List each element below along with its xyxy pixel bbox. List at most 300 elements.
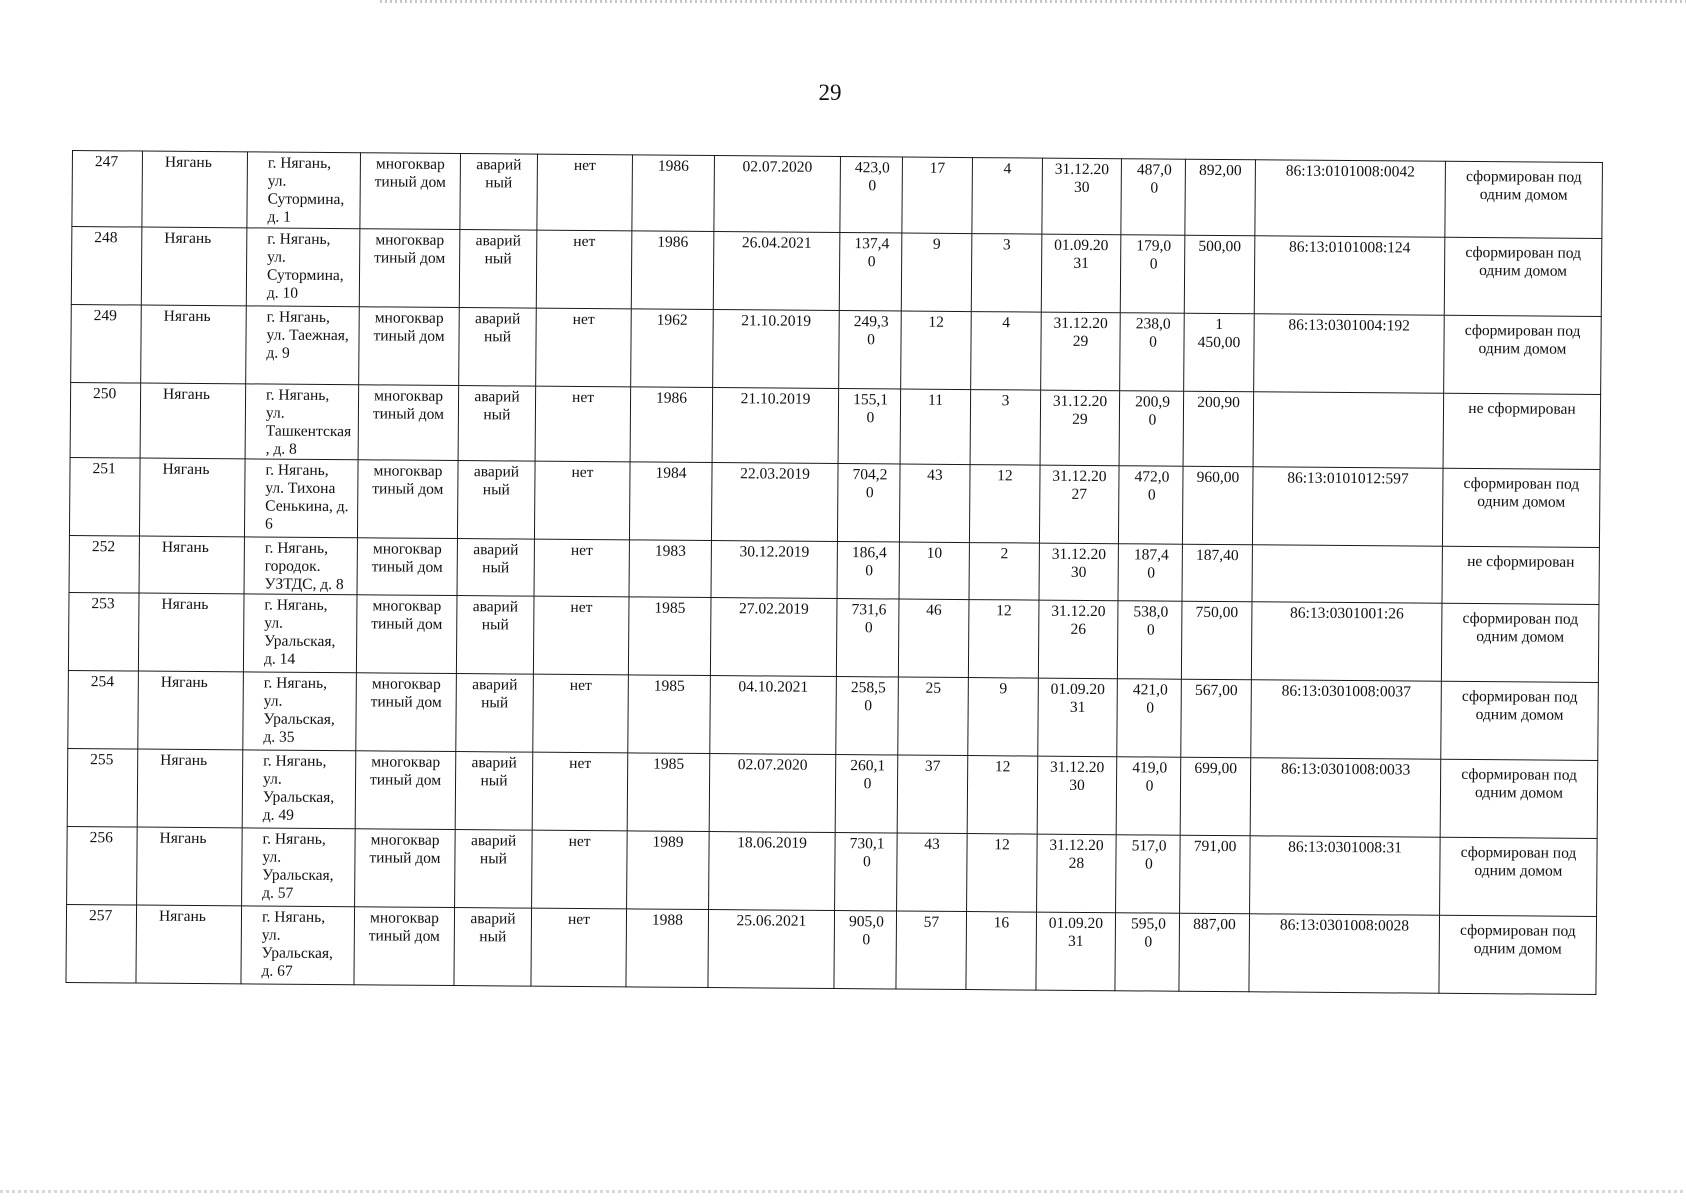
cell-deadline-line: 29 — [1072, 332, 1089, 350]
cell-building-type-line: многоквар — [369, 909, 439, 927]
cell-condition-line: ный — [480, 772, 508, 790]
cell-land-line: 887,00 — [1193, 915, 1236, 934]
cell-address-line: г. Нягань, — [263, 752, 327, 771]
cell-city-text: Нягань — [164, 229, 212, 248]
cell-city-text: Нягань — [159, 829, 207, 848]
cell-year — [631, 309, 714, 388]
cell-deadline — [1039, 543, 1118, 601]
cell-building-type — [359, 229, 460, 308]
cell-year-text: 1989 — [652, 833, 684, 851]
cell-land-status-text: сформирован под одним домом — [1461, 765, 1578, 802]
cell-city — [139, 458, 245, 537]
cell-number — [67, 748, 138, 827]
cell-building-type-line: тиный дом — [369, 771, 442, 789]
cell-condition-line: аварий — [472, 598, 519, 616]
cell-number — [69, 457, 140, 536]
cell-number — [66, 904, 137, 983]
table-row — [68, 670, 1599, 760]
cell-date — [710, 598, 837, 677]
cell-area-2-line: 0 — [1145, 777, 1154, 795]
cell-residents — [902, 157, 973, 234]
cell-cadastral-number — [1250, 758, 1441, 837]
cell-year — [630, 387, 713, 463]
cell-condition-line: аварий — [471, 754, 517, 772]
cell-condition-line: аварий — [473, 541, 519, 559]
cell-residents-text: 11 — [928, 391, 944, 409]
cell-residents-text: 10 — [926, 544, 943, 562]
table-row — [71, 304, 1602, 394]
cell-building-type — [356, 673, 457, 752]
cell-area-line: 249,3 — [853, 313, 889, 331]
cell-area — [836, 677, 899, 755]
cell-area-2-line: 187,4 — [1133, 546, 1169, 564]
cell-area-2 — [1116, 835, 1181, 914]
cell-cadastral-number — [1249, 914, 1440, 993]
cell-area-line: 730,1 — [849, 835, 885, 853]
cell-date — [712, 388, 839, 464]
cell-land-status — [1442, 546, 1599, 604]
cell-rooms — [972, 158, 1043, 235]
cell-area-line: 0 — [864, 697, 873, 715]
cell-deadline-line: 26 — [1070, 620, 1087, 638]
cell-number-text: 256 — [89, 829, 113, 847]
cell-address-line: Уральская, — [262, 788, 335, 807]
cell-building-type-line: многоквар — [372, 597, 442, 615]
cell-deadline — [1037, 834, 1117, 913]
cell-residents-text: 25 — [925, 679, 942, 697]
cell-address — [244, 537, 357, 595]
cell-area-2-line: 517,0 — [1131, 837, 1167, 855]
cell-residents-text: 43 — [924, 835, 940, 853]
table-row — [68, 592, 1599, 682]
cell-residents-text: 9 — [932, 235, 941, 253]
cell-area-2-line: 238,0 — [1135, 315, 1171, 333]
cell-address-line: д. 10 — [266, 284, 299, 302]
cell-area-line: 0 — [862, 853, 871, 871]
cell-cadastral-number-text: 86:13:0301001:26 — [1289, 604, 1404, 623]
cell-number-text: 255 — [90, 751, 114, 769]
cell-land — [1180, 835, 1251, 914]
cell-address-line: ул. — [267, 248, 286, 266]
cell-number — [69, 535, 139, 593]
cell-flag — [531, 908, 627, 987]
cell-building-type — [359, 307, 460, 386]
cell-building-type-line: тиный дом — [373, 327, 445, 345]
cell-condition-line: аварий — [473, 463, 520, 481]
cell-deadline — [1039, 465, 1119, 544]
cell-number — [71, 227, 142, 306]
cell-year-text: 1988 — [651, 911, 684, 929]
cell-deadline — [1036, 912, 1116, 991]
cell-date-text: 02.07.2020 — [737, 756, 808, 774]
cell-land-status — [1439, 915, 1597, 994]
cell-area-2-line: 595,0 — [1130, 915, 1166, 933]
cell-area-2 — [1117, 679, 1182, 758]
cell-residents — [897, 833, 968, 912]
cell-area-line: 731,6 — [851, 601, 887, 619]
cell-area-2-line: 0 — [1150, 179, 1159, 197]
cell-number-text: 253 — [91, 595, 115, 613]
cell-rooms — [967, 834, 1038, 913]
cell-number — [67, 826, 138, 905]
cell-land-line: 791,00 — [1193, 837, 1237, 856]
cell-building-type-line: тиный дом — [374, 249, 446, 267]
cell-cadastral-number-text: 86:13:0101012:597 — [1287, 469, 1409, 488]
cell-building-type-line: тиный дом — [372, 480, 444, 498]
cell-condition — [460, 154, 538, 231]
cell-city — [142, 151, 248, 228]
cell-deadline-line: 01.09.20 — [1050, 680, 1105, 699]
cell-deadline — [1038, 678, 1118, 757]
cell-flag — [533, 674, 629, 753]
cell-date-text: 04.10.2021 — [738, 678, 809, 696]
cell-land — [1181, 601, 1252, 680]
cell-date — [714, 156, 841, 233]
cell-address — [243, 672, 357, 751]
cell-area-2 — [1117, 601, 1182, 680]
cell-cadastral-number-text: 86:13:0301004:192 — [1288, 316, 1410, 335]
cell-land — [1185, 159, 1256, 236]
cell-address-line: УЗТДС, д. 8 — [264, 575, 344, 594]
cell-deadline-line: 27 — [1071, 485, 1088, 503]
cell-residents-text: 43 — [927, 466, 943, 484]
cell-year — [627, 753, 710, 832]
cell-rooms-text: 12 — [996, 602, 1012, 620]
cell-condition-line: аварий — [472, 676, 518, 694]
cell-land-line: 500,00 — [1198, 237, 1242, 256]
cell-address — [242, 828, 356, 907]
cell-area-2-line: 0 — [1144, 855, 1153, 873]
cell-deadline-line: 31 — [1069, 698, 1086, 716]
cell-area — [837, 542, 899, 599]
cell-cadastral-number — [1252, 545, 1442, 603]
cell-rooms-text: 3 — [1001, 392, 1010, 410]
cell-date — [713, 310, 840, 389]
cell-address-line: ул. — [265, 404, 285, 422]
cell-year-text: 1986 — [656, 389, 688, 407]
cell-condition-line: ный — [483, 406, 511, 424]
cell-condition-line: аварий — [470, 832, 517, 850]
cell-cadastral-number — [1253, 392, 1444, 468]
cell-land-line: 450,00 — [1197, 333, 1241, 352]
cell-year — [631, 231, 714, 310]
cell-rooms-text: 3 — [1002, 236, 1011, 254]
cell-date — [709, 832, 836, 911]
cell-cadastral-number-text: 86:13:0101008:0042 — [1285, 162, 1416, 181]
cell-area-line: 137,4 — [854, 235, 890, 253]
cell-city-text: Нягань — [162, 460, 210, 479]
cell-residents — [901, 233, 972, 312]
cell-condition — [455, 830, 533, 909]
cell-rooms — [968, 600, 1039, 679]
cell-rooms-text: 12 — [994, 758, 1011, 776]
cell-land-line: 960,00 — [1196, 468, 1240, 487]
cell-city — [138, 671, 244, 750]
cell-city — [136, 905, 242, 984]
cell-building-type-line: тиный дом — [371, 558, 443, 576]
cell-number-text: 248 — [94, 229, 118, 247]
cell-land — [1180, 757, 1251, 836]
cell-city — [138, 593, 244, 672]
cell-address-line: Уральская, — [261, 944, 334, 963]
cell-area-2-line: 179,0 — [1136, 237, 1172, 255]
cell-land-line: 200,90 — [1197, 393, 1240, 412]
cell-building-type-line: тиный дом — [368, 927, 440, 945]
cell-condition — [457, 461, 535, 540]
cell-building-type-line: многоквар — [375, 155, 445, 173]
cell-building-type-line: тиный дом — [371, 615, 443, 633]
cell-address-line: д. 67 — [261, 962, 293, 980]
cell-address-line: городок. — [264, 557, 321, 575]
cell-building-type-line: многоквар — [374, 309, 444, 327]
cell-date — [709, 754, 836, 833]
cell-area-2 — [1121, 159, 1186, 236]
cell-land-status-text: не сформирован — [1468, 399, 1576, 418]
cell-deadline-line: 30 — [1070, 563, 1087, 581]
cell-area — [835, 833, 898, 911]
cell-year-text: 1962 — [656, 311, 688, 329]
cell-land-status — [1442, 468, 1600, 547]
cell-year-text: 1984 — [655, 464, 687, 482]
cell-residents — [896, 911, 967, 990]
cell-address-line: г. Нягань, — [264, 596, 328, 615]
cell-area-2-line: 0 — [1144, 933, 1153, 951]
cell-address-line: г. Нягань, — [263, 674, 328, 693]
cell-number — [72, 151, 143, 228]
cell-land — [1184, 313, 1255, 392]
cell-flag-text: нет — [567, 910, 591, 929]
cell-flag — [536, 230, 632, 309]
cell-land-status — [1444, 315, 1602, 394]
cell-area-2-line: 0 — [1147, 486, 1156, 504]
cell-number-text: 251 — [92, 460, 116, 478]
cell-deadline — [1037, 756, 1117, 835]
cell-rooms-text: 4 — [1003, 160, 1012, 178]
cell-year — [629, 462, 712, 541]
cell-area-2 — [1118, 544, 1182, 602]
cell-address-line: Уральская, — [262, 866, 334, 885]
cell-land-status — [1441, 603, 1599, 682]
cell-flag-text: нет — [573, 232, 596, 251]
cell-date-text: 27.02.2019 — [738, 600, 809, 618]
cell-address-line: , д. 8 — [265, 440, 297, 458]
cell-year-text: 1985 — [653, 677, 685, 695]
cell-building-type — [357, 538, 457, 596]
cell-area-line: 0 — [865, 484, 874, 502]
cell-condition — [459, 230, 537, 309]
cell-flag — [537, 154, 633, 231]
cell-area-line: 905,0 — [848, 913, 884, 931]
cell-condition — [457, 539, 534, 597]
cell-deadline-line: 30 — [1073, 178, 1090, 196]
cell-area-line: 155,1 — [853, 391, 889, 409]
cell-address-line: д. 35 — [263, 728, 295, 746]
table-body — [66, 151, 1602, 995]
cell-area-2 — [1118, 466, 1183, 545]
cell-city — [141, 305, 247, 384]
cell-address-line: Сутормина, — [267, 190, 345, 209]
cell-condition-line: аварий — [475, 232, 521, 250]
cell-area-2 — [1115, 913, 1180, 992]
cell-year — [632, 155, 715, 232]
cell-flag-text: нет — [569, 676, 592, 695]
cell-condition — [455, 752, 533, 831]
cell-cadastral-number — [1255, 160, 1446, 237]
cell-date-text: 25.06.2021 — [736, 912, 807, 930]
cell-flag — [532, 830, 628, 909]
table-row — [72, 151, 1603, 239]
cell-residents-text: 37 — [924, 757, 941, 775]
cell-deadline-line: 31.12.20 — [1052, 392, 1108, 411]
cell-land-status — [1440, 837, 1598, 916]
cell-area — [835, 755, 898, 833]
cell-area-2-line: 0 — [1149, 333, 1157, 351]
cell-area-line: 0 — [866, 409, 875, 427]
cell-deadline — [1041, 234, 1121, 313]
table-row — [69, 457, 1600, 547]
cell-city-text: Нягань — [164, 153, 212, 172]
cell-area-line: 260,1 — [850, 757, 886, 775]
cell-address-line: г. Нягань, — [265, 461, 329, 480]
cell-area — [834, 911, 897, 989]
cell-deadline — [1042, 158, 1122, 235]
cell-land-status-text: сформирован под одним домом — [1460, 921, 1576, 958]
cell-deadline-line: 31.12.20 — [1051, 602, 1106, 621]
cell-cadastral-number — [1250, 836, 1441, 915]
cell-flag-text: нет — [568, 832, 591, 851]
cell-address-line: Ташкентская — [265, 422, 352, 441]
cell-building-type — [358, 385, 459, 461]
cell-building-type-line: многоквар — [372, 540, 442, 558]
cell-condition — [459, 308, 537, 387]
cell-cadastral-number — [1252, 467, 1443, 546]
cell-condition-line: ный — [483, 328, 512, 346]
cell-address-line: ул. — [264, 614, 284, 632]
cell-deadline-line: 29 — [1072, 410, 1088, 428]
cell-address-line: Уральская, — [263, 710, 335, 729]
cell-date — [711, 463, 838, 542]
cell-city — [139, 536, 244, 594]
cell-number-text: 257 — [88, 907, 113, 925]
cell-address — [247, 152, 361, 229]
cell-area — [840, 157, 903, 233]
cell-city-text: Нягань — [161, 538, 209, 557]
cell-year-text: 1985 — [653, 755, 685, 773]
cell-area-2-line: 538,0 — [1133, 603, 1169, 621]
cell-address-line: г. Нягань, — [266, 386, 330, 405]
cell-date — [713, 232, 840, 311]
cell-rooms — [969, 543, 1039, 601]
cell-building-type-line: многоквар — [371, 753, 441, 771]
cell-city — [140, 383, 246, 459]
cell-area-line: 704,2 — [852, 466, 888, 484]
cell-area-line: 0 — [863, 775, 872, 793]
cell-land — [1181, 679, 1252, 758]
cell-condition-line: аварий — [470, 910, 516, 928]
cell-rooms — [970, 390, 1041, 466]
cell-address — [246, 228, 360, 307]
cell-area-line: 0 — [868, 177, 877, 195]
cell-number-text: 250 — [93, 385, 117, 403]
cell-number-text: 249 — [93, 307, 118, 325]
cell-address — [242, 750, 356, 829]
cell-rooms-text: 2 — [1000, 545, 1009, 563]
cell-rooms — [967, 756, 1038, 835]
cell-area-line: 0 — [864, 619, 873, 637]
cell-deadline-line: 28 — [1068, 854, 1085, 872]
cell-residents — [901, 311, 972, 390]
cell-flag-text: нет — [572, 310, 595, 329]
cell-rooms-text: 12 — [994, 836, 1010, 854]
cell-residents — [898, 677, 969, 756]
cell-flag-text: нет — [571, 463, 594, 482]
cell-condition — [454, 908, 532, 987]
cell-condition-line: аварий — [474, 388, 520, 406]
cell-number-text: 247 — [94, 153, 119, 171]
table-row — [67, 826, 1598, 916]
cell-rooms-text: 16 — [993, 914, 1010, 932]
cell-year — [626, 909, 709, 988]
cell-condition-line: ный — [479, 850, 508, 868]
cell-area-line: 0 — [867, 331, 875, 349]
cell-land-line: 1 — [1215, 315, 1224, 334]
cell-land — [1182, 544, 1252, 602]
cell-area-2 — [1119, 391, 1184, 467]
cell-rooms-text: 12 — [997, 467, 1013, 485]
cell-deadline-line: 31.12.20 — [1054, 160, 1110, 179]
cell-address-line: г. Нягань, — [267, 154, 332, 173]
cell-address-line: ул. — [262, 770, 282, 788]
cell-date — [710, 676, 837, 755]
cell-area-2-line: 0 — [1147, 564, 1156, 582]
cell-land-status — [1443, 393, 1601, 469]
cell-building-type — [360, 153, 461, 230]
cell-address-line: ул. — [267, 172, 287, 190]
cell-condition-line: ный — [482, 481, 510, 499]
cell-rooms — [968, 678, 1039, 757]
cell-address-line: г. Нягань, — [262, 830, 326, 849]
cell-cadastral-number-text: 86:13:0301008:0028 — [1279, 916, 1410, 935]
cell-address-line: 6 — [265, 515, 273, 533]
cell-residents — [897, 755, 968, 834]
cell-area-line: 0 — [867, 253, 876, 271]
cell-year-text: 1986 — [657, 233, 689, 251]
cell-flag — [536, 308, 632, 387]
cell-area-2 — [1120, 313, 1185, 392]
cell-date-text: 21.10.2019 — [741, 312, 812, 330]
cell-address-line: г. Нягань, — [266, 308, 330, 327]
cell-deadline-line: 31 — [1073, 254, 1089, 272]
cell-city-text: Нягань — [160, 673, 208, 692]
cell-cadastral-number-text: 86:13:0101008:124 — [1288, 238, 1411, 257]
cell-cadastral-number-text: 86:13:0301008:0037 — [1281, 682, 1411, 701]
cell-number-text: 254 — [90, 673, 115, 691]
cell-flag — [534, 539, 629, 597]
cell-building-type-line: тиный дом — [370, 693, 442, 711]
cell-area-2 — [1120, 235, 1185, 314]
cell-area-line: 0 — [865, 562, 874, 580]
cell-building-type — [356, 595, 457, 674]
cell-address — [245, 384, 359, 460]
cell-address-line: ул. — [263, 692, 283, 710]
cell-address-line: Уральская, — [264, 632, 336, 651]
cell-residents-text: 57 — [923, 913, 940, 931]
cell-address — [244, 459, 358, 538]
cell-condition-line: аварий — [475, 310, 521, 328]
cell-land-status-text: сформирован под одним домом — [1460, 843, 1577, 880]
cell-building-type-line: многоквар — [374, 387, 444, 405]
cell-address-line: д. 57 — [262, 884, 294, 902]
